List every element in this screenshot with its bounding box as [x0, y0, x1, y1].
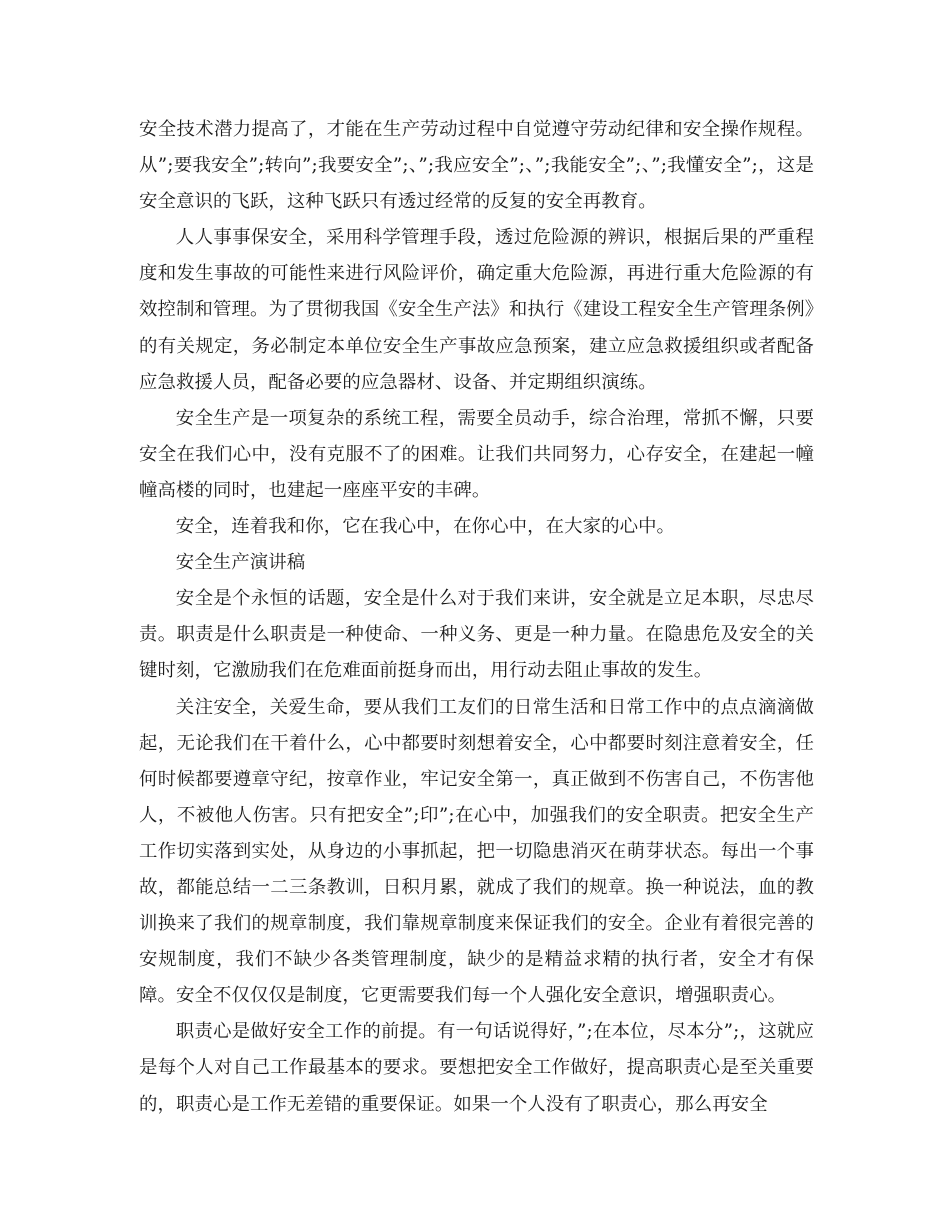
section-heading: 安全生产演讲稿 [175, 552, 306, 574]
paragraph-7: 职责心是做好安全工作的前提。有一句话说得好，”;在本位，尽本分”;，这就应是每个人对自己工作最基本的要求。要想把安全工作做好，提高职责心是至关重要的，职责心是工作无差错的重要保证。如果一个人没有了职责心，那么再安全 [139, 1021, 814, 1115]
paragraph-1: 安全技术潜力提高了，才能在生产劳动过程中自觉遵守劳动纪律和安全操作规程。从”;要我安全”;转向”;我要安全”;、”;我应安全”;、”;我能安全”;、”;我懂安全”;，这是安全意识的飞跃，这种飞跃只有透过经常的反复的安全再教育。 [139, 119, 814, 213]
paragraph-4: 安全，连着我和你，它在我心中，在你心中，在大家的心中。 [175, 516, 676, 538]
paragraph-5: 安全是个永恒的话题，安全是什么对于我们来讲，安全就是立足本职，尽忠尽责。职责是什么职责是一种使命、一种义务、更是一种力量。在隐患危及安全的关键时刻，它激励我们在危难面前挺身而出，用行动去阻止事故的发生。 [139, 588, 814, 682]
paragraph-3: 安全生产是一项复杂的系统工程，需要全员动手，综合治理，常抓不懈，只要安全在我们心中，没有克服不了的困难。让我们共同努力，心存安全，在建起一幢幢高楼的同时，也建起一座座平安的丰碑。 [139, 407, 814, 501]
paragraph-2: 人人事事保安全，采用科学管理手段，透过危险源的辨识，根据后果的严重程度和发生事故的可能性来进行风险评价，确定重大危险源，再进行重大危险源的有效控制和管理。为了贯彻我国《安全生产法》和执行《建设工程安全生产管理条例》的有关规定，务必制定本单位安全生产事故应急预案，建立应急救援组织或者配备应急救援人员，配备必要的应急器材、设备、并定期组织演练。 [139, 227, 814, 393]
document-body [139, 112, 814, 1123]
paragraph-6: 关注安全，关爱生命，要从我们工友们的日常生活和日常工作中的点点滴滴做起，无论我们在干着什么，心中都要时刻想着安全，心中都要时刻注意着安全，任何时候都要遵章守纪，按章作业，牢记安全第一，真正做到不伤害自己，不伤害他人，不被他人伤害。只有把安全”;印”;在心中，加强我们的安全职责。把安全生产工作切实落到实处，从身边的小事抓起，把一切隐患消灭在萌芽状态。每出一个事故，都能总结一二三条教训，日积月累，就成了我们的规章。换一种说法，血的教训换来了我们的规章制度，我们靠规章制度来保证我们的安全。企业有着很完善的安规制度，我们不缺少各类管理制度，缺少的是精益求精的执行者，安全才有保障。安全不仅仅仅是制度，它更需要我们每一个人强化安全意识，增强职责心。 [139, 696, 814, 1007]
